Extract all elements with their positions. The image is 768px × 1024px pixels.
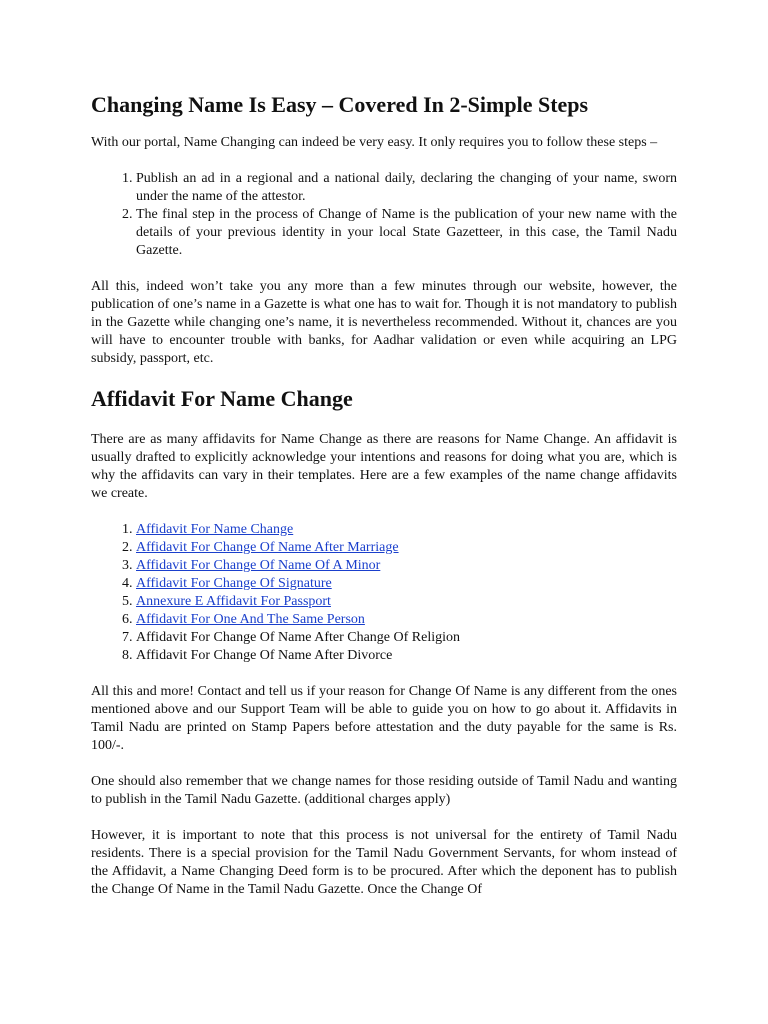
affidavit-link-name-change[interactable]: Affidavit For Name Change	[136, 521, 294, 537]
affidavit-link-signature[interactable]: Affidavit For Change Of Signature	[136, 575, 332, 591]
list-item: 1. Publish an ad in a regional and a national daily, declaring the changing of your name, sworn under the name of the attestor.	[136, 170, 677, 206]
list-item	[136, 557, 677, 575]
list-item	[136, 575, 677, 593]
list-item: 7. Affidavit For Change Of Name After Change Of Religion	[136, 629, 677, 647]
list-item	[136, 593, 677, 611]
section-heading-simple-steps: Changing Name Is Easy – Covered In 2-Simple Steps	[91, 92, 589, 117]
affidavit-list	[91, 521, 677, 665]
government-servants-paragraph: However, it is important to note that this process is not universal for the entirety of Tamil Nadu residents. There is a special provision for the Tamil Nadu Government Servants, for whom instead of the Affidavit, a Name Changing Deed form is to be procured. After which the deponent has to publish the Change Of Name in the Tamil Nadu Gazette. Once the Change Of	[91, 827, 677, 897]
list-item	[136, 611, 677, 629]
page-content	[91, 92, 677, 1012]
affidavit-link-passport[interactable]: Annexure E Affidavit For Passport	[136, 593, 331, 609]
list-item: 2. The final step in the process of Change of Name is the publication of your new name with the details of your previous identity in your local State Gazetteer, in this case, the Tamil Nadu Gazette.	[136, 206, 677, 260]
list-item: 8. Affidavit For Change Of Name After Divorce	[136, 647, 677, 665]
affidavit-link-after-marriage[interactable]: Affidavit For Change Of Name After Marriage	[136, 539, 399, 555]
support-paragraph: All this and more! Contact and tell us if your reason for Change Of Name is any different from the ones mentioned above and our Support Team will be able to guide you on how to go about it. Affidavits in Tamil Nadu are printed on Stamp Papers before attestation and the duty payable for the same is Rs. 100/-.	[91, 683, 677, 753]
affidavit-link-minor[interactable]: Affidavit For Change Of Name Of A Minor	[136, 557, 381, 573]
affidavit-link-same-person[interactable]: Affidavit For One And The Same Person	[136, 611, 365, 627]
steps-list	[91, 170, 677, 260]
outside-state-paragraph: One should also remember that we change names for those residing outside of Tamil Nadu and wanting to publish in the Tamil Nadu Gazette. (additional charges apply)	[91, 773, 677, 807]
steps-intro: With our portal, Name Changing can indeed be very easy. It only requires you to follow these steps –	[91, 135, 658, 151]
affidavit-intro: There are as many affidavits for Name Change as there are reasons for Name Change. An affidavit is usually drafted to explicitly acknowledge your intentions and reasons for doing what you are, which is why the affidavits can vary in their templates. Here are a few examples of the name change affidavits we create.	[91, 431, 677, 501]
list-item	[136, 539, 677, 557]
section-heading-affidavit: Affidavit For Name Change	[91, 386, 353, 412]
list-item	[136, 521, 677, 539]
gazette-paragraph: All this, indeed won’t take you any more than a few minutes through our website, however, the publication of one’s name in a Gazette is what one has to wait for. Though it is not mandatory to publish in the Gazette while changing one’s name, it is nevertheless recommended. Without it, chances are you will have to encounter trouble with banks, for Aadhar validation or even while acquiring an LPG subsidy, passport, etc.	[91, 279, 677, 367]
